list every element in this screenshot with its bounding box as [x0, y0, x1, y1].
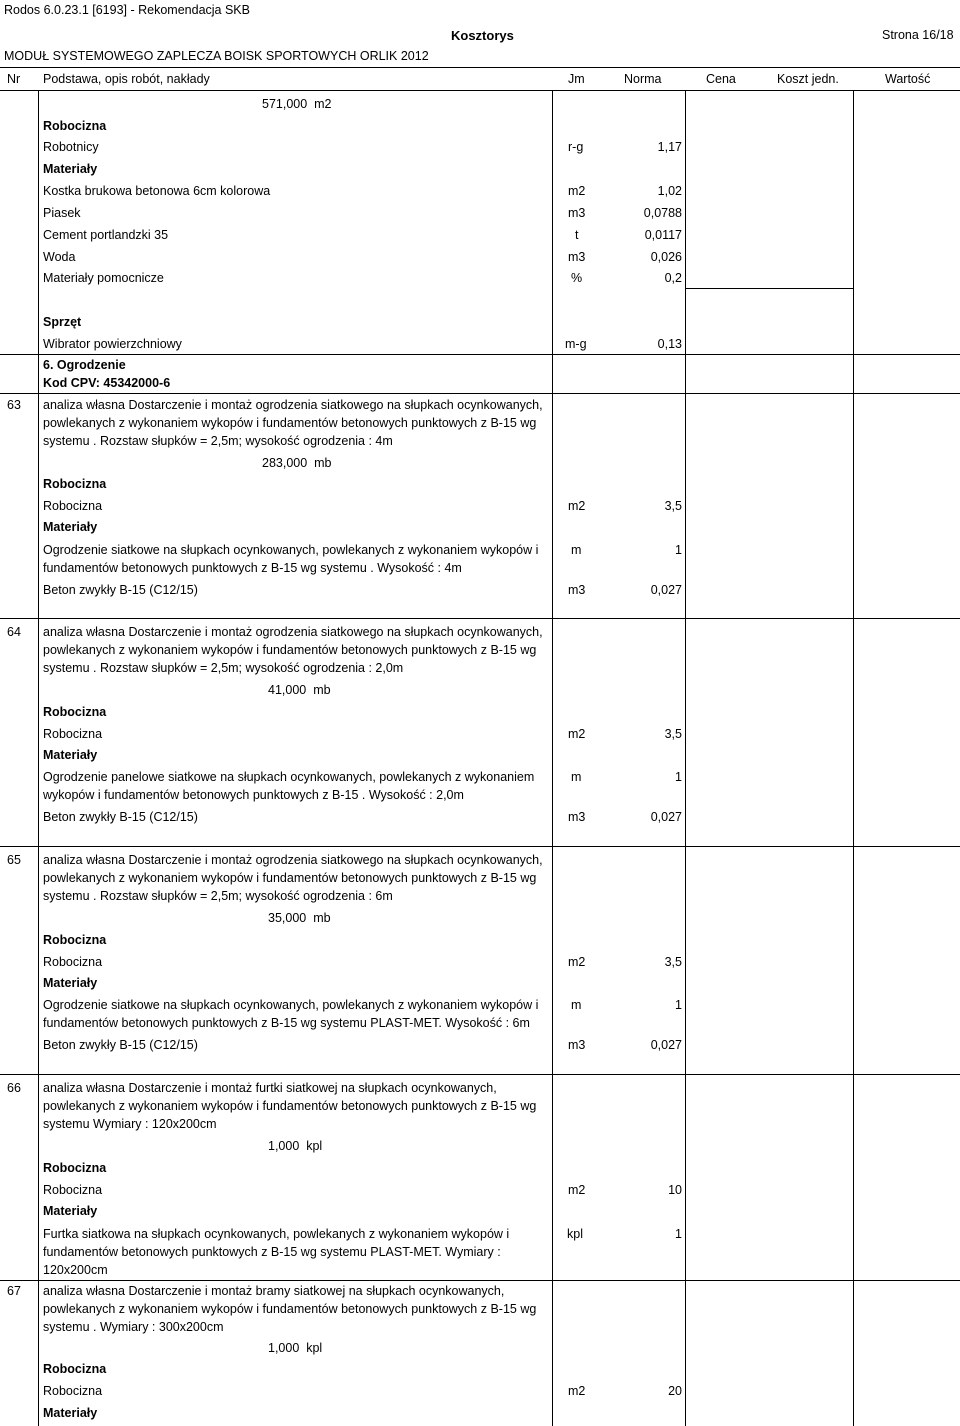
top-item-jm: t	[575, 228, 579, 242]
pos67-desc-line: analiza własna Dostarczenie i montaż bramy siatkowej na słupkach ocynkowanych,	[43, 1284, 505, 1298]
pos66-mat-line: fundamentów betonowych punktowych z B-15 wg systemu PLAST-MET. Wymiary :	[43, 1245, 501, 1259]
pos67-materialy-heading: Materiały	[43, 1406, 98, 1420]
row-rule	[0, 618, 960, 619]
pos67-qty: 1,000 kpl	[268, 1341, 323, 1355]
pos66-mat-norma: 1	[675, 1227, 682, 1241]
pos66-materialy-heading: Materiały	[43, 1204, 98, 1218]
row-rule	[0, 1074, 960, 1075]
pos64-qty: 41,000 mb	[268, 683, 331, 697]
pos66-desc-line: powlekanych z wykonaniem wykopów i fundamentów betonowych punktowych z B-15 wg	[43, 1099, 537, 1113]
pos65-robocizna-norma: 3,5	[664, 955, 682, 969]
doc-type: Kosztorys	[451, 28, 514, 43]
top-item-label: Kostka brukowa betonowa 6cm kolorowa	[43, 184, 271, 198]
col-nr: Nr	[7, 72, 21, 86]
pos63-robocizna-jm: m2	[568, 499, 586, 513]
top-item-jm: m3	[568, 206, 586, 220]
pos64-materialy-heading: Materiały	[43, 748, 98, 762]
top-item-norma: 0,0117	[644, 228, 682, 242]
pos64-desc-line: powlekanych z wykonaniem wykopów i fundamentów betonowych punktowych z B-15 wg	[43, 643, 537, 657]
top-robotnicy-norma: 1,17	[657, 140, 682, 154]
col-cena: Cena	[706, 72, 736, 86]
pos63-mat-line: fundamentów betonowych punktowych z B-15 wg systemu . Wysokość : 4m	[43, 561, 462, 575]
top-item-norma: 1,02	[657, 184, 682, 198]
pos64-desc-line: systemu . Rozstaw słupków = 2,5m; wysokość ogrodzenia : 2,0m	[43, 661, 404, 675]
pos65-beton-jm: m3	[568, 1038, 586, 1052]
pos64-desc-line: analiza własna Dostarczenie i montaż ogrodzenia siatkowego na słupkach ocynkowanych,	[43, 625, 543, 639]
pos63-materialy-heading: Materiały	[43, 520, 98, 534]
page-number: Strona 16/18	[882, 28, 954, 42]
pos64-robocizna-jm: m2	[568, 727, 586, 741]
pos63-mat-line: Ogrodzenie siatkowe na słupkach ocynkowanych, powlekanych z wykonaniem wykopów i	[43, 543, 539, 557]
pos66-mat-line: Furtka siatkowa na słupkach ocynkowanych, powlekanych z wykonaniem wykopów i	[43, 1227, 510, 1241]
pos63-nr: 63	[7, 398, 21, 412]
col-wartosc: Wartość	[885, 72, 931, 86]
top-item-label: Piasek	[43, 206, 81, 220]
grid-vline-norma	[685, 90, 686, 1426]
top-robotnicy-jm: r-g	[568, 140, 584, 154]
pos65-mat-norma: 1	[675, 998, 682, 1012]
pos63-beton-norma: 0,027	[650, 583, 682, 597]
top-item-jm: %	[571, 271, 583, 285]
pos63-robocizna-label: Robocizna	[43, 499, 103, 513]
pos65-robocizna-label: Robocizna	[43, 955, 103, 969]
row-rule	[0, 354, 960, 355]
pos65-nr: 65	[7, 853, 21, 867]
grid-vline-nr	[38, 90, 39, 1426]
pos64-robocizna-label: Robocizna	[43, 727, 103, 741]
pos65-beton-label: Beton zwykły B-15 (C12/15)	[43, 1038, 198, 1052]
pos66-desc-line: systemu Wymiary : 120x200cm	[43, 1117, 217, 1131]
top-item-label: Materiały pomocnicze	[43, 271, 164, 285]
pos64-beton-jm: m3	[568, 810, 586, 824]
pos66-robocizna-jm: m2	[568, 1183, 586, 1197]
top-wibrator-jm: m-g	[565, 337, 587, 351]
grid-vline-desc	[552, 90, 553, 1426]
col-norma: Norma	[624, 72, 662, 86]
top-robotnicy-label: Robotnicy	[43, 140, 99, 154]
pos64-mat-norma: 1	[675, 770, 682, 784]
pos65-mat-line: fundamentów betonowych punktowych z B-15 wg systemu PLAST-MET. Wysokość : 6m	[43, 1016, 530, 1030]
top-item-label: Cement portlandzki 35	[43, 228, 169, 242]
pos64-mat-line: wykopów i fundamentów betonowych punktowych z B-15 . Wysokość : 2,0m	[43, 788, 464, 802]
section-title: 6. Ogrodzenie	[43, 358, 126, 372]
pos65-materialy-heading: Materiały	[43, 976, 98, 990]
row-rule	[0, 1280, 960, 1281]
col-koszt: Koszt jedn.	[777, 72, 839, 86]
pos64-mat-jm: m	[571, 770, 582, 784]
pos67-robocizna-jm: m2	[568, 1384, 586, 1398]
pos66-robocizna-heading: Robocizna	[43, 1161, 107, 1175]
top-subtotal-rule	[685, 288, 853, 289]
pos63-beton-label: Beton zwykły B-15 (C12/15)	[43, 583, 198, 597]
pos67-nr: 67	[7, 1284, 21, 1298]
pos63-mat-norma: 1	[675, 543, 682, 557]
pos67-robocizna-norma: 20	[668, 1384, 682, 1398]
pos65-desc-line: powlekanych z wykonaniem wykopów i fundamentów betonowych punktowych z B-15 wg	[43, 871, 537, 885]
row-rule	[0, 846, 960, 847]
header-bottom-rule	[0, 90, 960, 91]
pos65-beton-norma: 0,027	[650, 1038, 682, 1052]
row-rule	[0, 393, 960, 394]
pos63-desc-line: systemu . Rozstaw słupków = 2,5m; wysokość ogrodzenia : 4m	[43, 434, 393, 448]
pos67-desc-line: systemu . Wymiary : 300x200cm	[43, 1320, 224, 1334]
pos65-mat-line: Ogrodzenie siatkowe na słupkach ocynkowanych, powlekanych z wykonaniem wykopów i	[43, 998, 539, 1012]
pos64-beton-norma: 0,027	[650, 810, 682, 824]
top-item-jm: m3	[568, 250, 586, 264]
pos66-robocizna-label: Robocizna	[43, 1183, 103, 1197]
pos63-robocizna-heading: Robocizna	[43, 477, 107, 491]
top-robocizna-heading: Robocizna	[43, 119, 107, 133]
pos63-beton-jm: m3	[568, 583, 586, 597]
pos66-robocizna-norma: 10	[668, 1183, 682, 1197]
app-title: Rodos 6.0.23.1 [6193] - Rekomendacja SKB	[4, 3, 250, 17]
top-wibrator-norma: 0,13	[657, 337, 682, 351]
pos64-robocizna-heading: Robocizna	[43, 705, 107, 719]
grid-vline-koszt	[853, 90, 854, 1426]
pos65-desc-line: analiza własna Dostarczenie i montaż ogrodzenia siatkowego na słupkach ocynkowanych,	[43, 853, 543, 867]
top-item-jm: m2	[568, 184, 586, 198]
header-top-rule	[0, 67, 960, 68]
pos63-mat-jm: m	[571, 543, 582, 557]
pos63-desc-line: powlekanych z wykonaniem wykopów i fundamentów betonowych punktowych z B-15 wg	[43, 416, 537, 430]
top-item-label: Woda	[43, 250, 76, 264]
pos65-mat-jm: m	[571, 998, 582, 1012]
pos64-nr: 64	[7, 625, 21, 639]
pos64-robocizna-norma: 3,5	[664, 727, 682, 741]
pos63-desc-line: analiza własna Dostarczenie i montaż ogrodzenia siatkowego na słupkach ocynkowanych,	[43, 398, 543, 412]
top-item-norma: 0,0788	[643, 206, 682, 220]
top-materialy-heading: Materiały	[43, 162, 98, 176]
pos65-robocizna-heading: Robocizna	[43, 933, 107, 947]
pos64-beton-label: Beton zwykły B-15 (C12/15)	[43, 810, 198, 824]
pos67-robocizna-label: Robocizna	[43, 1384, 103, 1398]
pos66-mat-jm: kpl	[567, 1227, 583, 1241]
pos67-robocizna-heading: Robocizna	[43, 1362, 107, 1376]
pos66-mat-line: 120x200cm	[43, 1263, 108, 1277]
col-jm: Jm	[568, 72, 585, 86]
top-qty: 571,000 m2	[262, 97, 332, 111]
pos64-mat-line: Ogrodzenie panelowe siatkowe na słupkach ocynkowanych, powlekanych z wykonaniem	[43, 770, 535, 784]
top-wibrator-label: Wibrator powierzchniowy	[43, 337, 182, 351]
top-item-norma: 0,2	[664, 271, 682, 285]
pos65-robocizna-jm: m2	[568, 955, 586, 969]
col-desc: Podstawa, opis robót, nakłady	[43, 72, 210, 86]
section-cpv: Kod CPV: 45342000-6	[43, 376, 171, 390]
pos66-desc-line: analiza własna Dostarczenie i montaż furtki siatkowej na słupkach ocynkowanych,	[43, 1081, 497, 1095]
pos66-qty: 1,000 kpl	[268, 1139, 323, 1153]
pos66-nr: 66	[7, 1081, 21, 1095]
pos63-qty: 283,000 mb	[262, 456, 332, 470]
pos65-qty: 35,000 mb	[268, 911, 331, 925]
module-title: MODUŁ SYSTEMOWEGO ZAPLECZA BOISK SPORTOWYCH ORLIK 2012	[4, 49, 429, 63]
pos65-desc-line: systemu . Rozstaw słupków = 2,5m; wysokość ogrodzenia : 6m	[43, 889, 393, 903]
top-item-norma: 0,026	[650, 250, 682, 264]
top-sprzet-heading: Sprzęt	[43, 315, 82, 329]
pos67-desc-line: powlekanych z wykonaniem wykopów i fundamentów betonowych punktowych z B-15 wg	[43, 1302, 537, 1316]
pos63-robocizna-norma: 3,5	[664, 499, 682, 513]
